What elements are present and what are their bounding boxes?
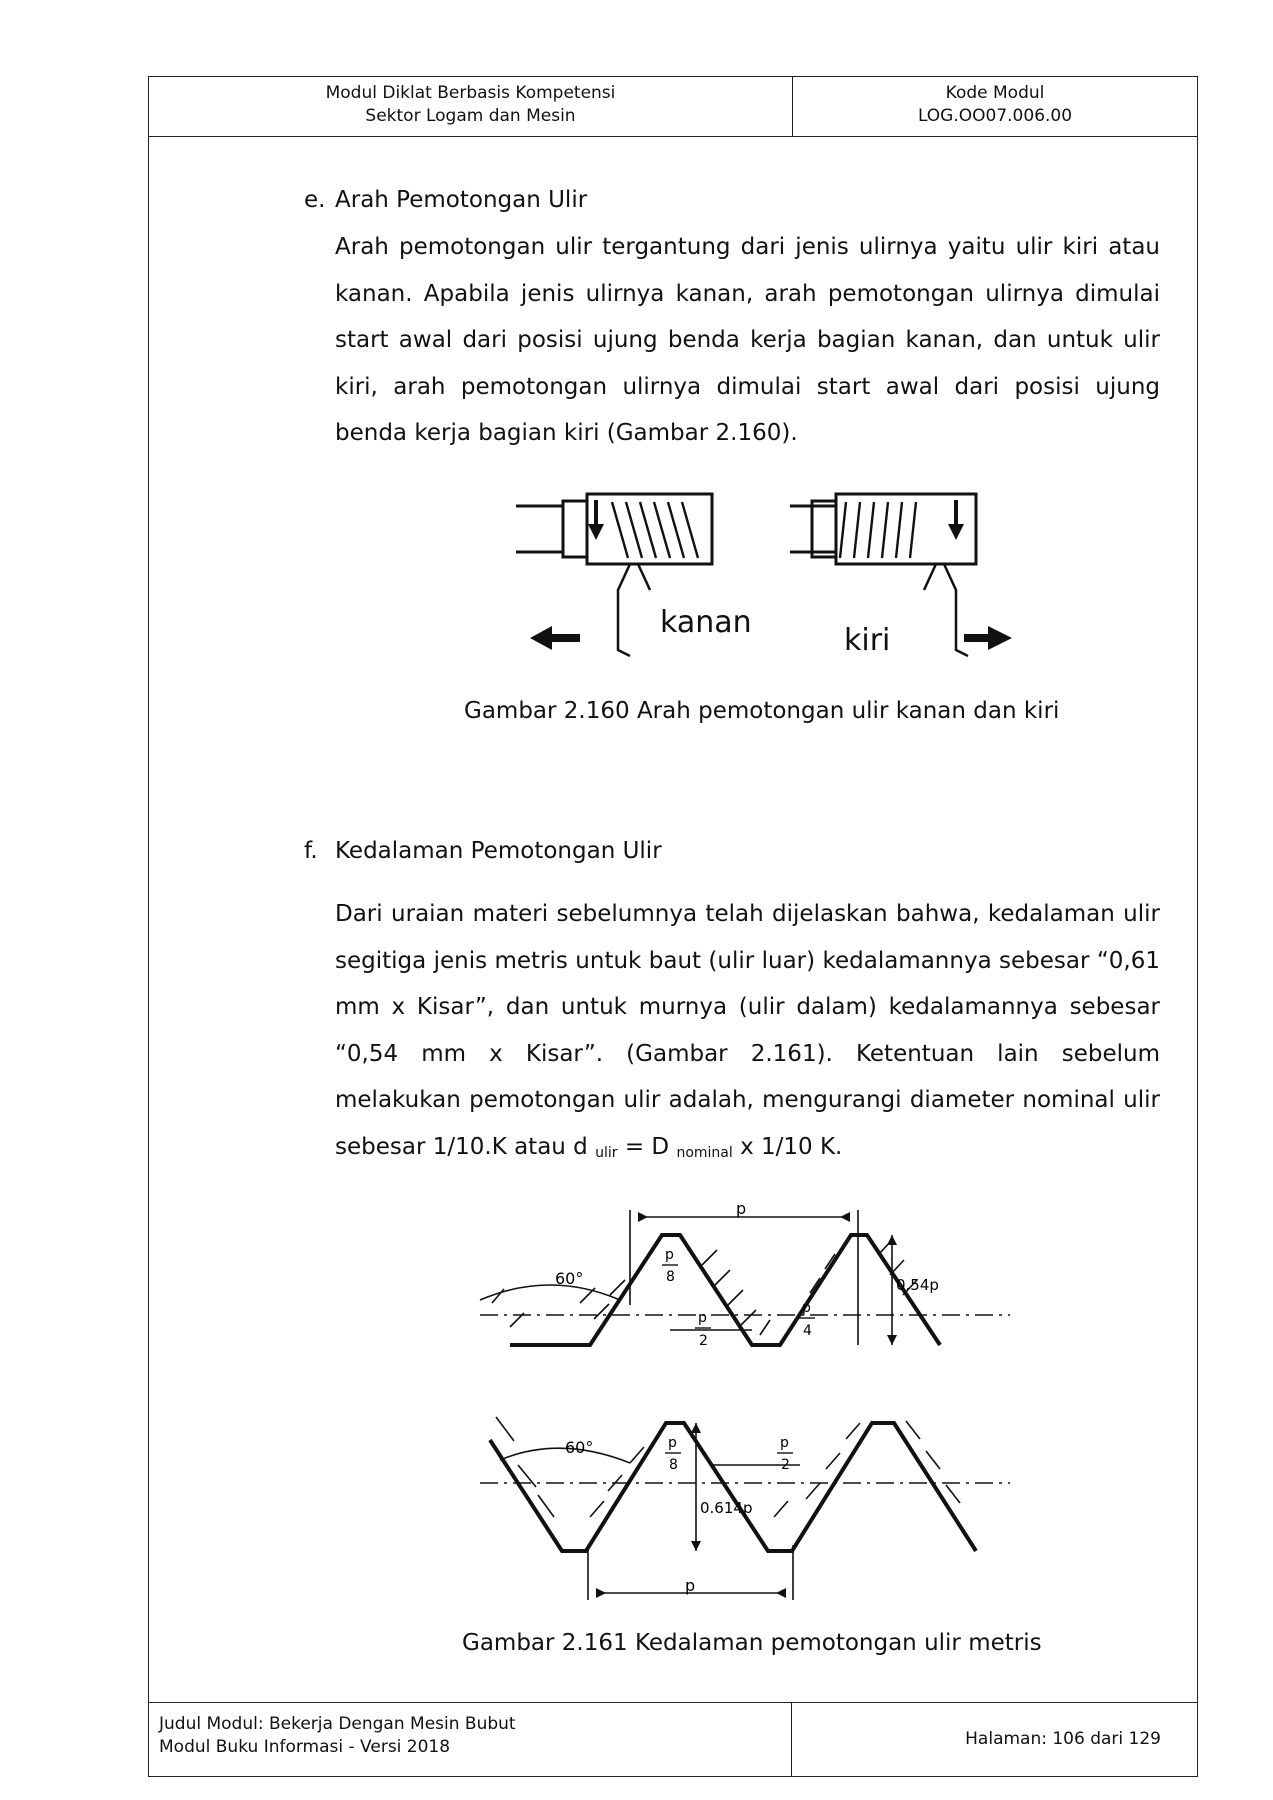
top-pitch-label: p — [736, 1199, 747, 1218]
section-f-body: Dari uraian materi sebelumnya telah dijelaskan bahwa, kedalaman ulir segitiga jenis metris untuk baut (ulir luar) kedalamannya sebesar “0,61 mm x Kisar”, dan untuk murnya (ulir dalam) kedalamannya sebesar “0,54 mm x Kisar”. (Gambar 2.161). Ketentuan lain sebelum melakukan pemotongan ulir adalah, mengurangi diameter nominal ulir sebesar — [335, 901, 1160, 1160]
bottom-pitch-label: p — [685, 1576, 696, 1595]
bottom-angle-label: 60° — [565, 1438, 594, 1457]
bottom-p8-denominator: 8 — [669, 1457, 678, 1473]
section-f-paragraph — [335, 891, 1160, 1176]
formula: 1/10.K atau d $_{ulir}$ = D $_{nominal}$ x 1/10 K. — [432, 1133, 843, 1161]
footer-module-title: Judul Modul: Bekerja Dengan Mesin Bubut — [159, 1714, 516, 1734]
section-e-heading — [304, 185, 587, 215]
header-module-code-cell — [793, 77, 1197, 136]
arrow-right-icon — [964, 626, 1012, 650]
right-shaft-step — [812, 501, 836, 557]
left-shaft-outline — [516, 506, 563, 552]
top-p8-denominator: 8 — [666, 1269, 675, 1285]
footer-page-number: Halaman: 106 dari 129 — [965, 1729, 1161, 1749]
left-cutting-tool — [618, 564, 650, 656]
top-p4-denominator: 4 — [803, 1323, 812, 1339]
header-sector: Sektor Logam dan Mesin — [365, 106, 576, 126]
left-shaft-step — [563, 501, 587, 557]
bottom-p2-denominator: 2 — [781, 1457, 790, 1473]
left-workpiece — [587, 494, 712, 564]
bottom-p2-numerator: p — [780, 1435, 789, 1451]
figure-2-160-caption: Gambar 2.160 Arah pemotongan ulir kanan dan kiri — [464, 698, 1060, 724]
top-p2-numerator: p — [698, 1310, 707, 1326]
right-thread-lines — [840, 502, 916, 558]
header-module-info — [149, 77, 793, 136]
left-thread-lines — [612, 502, 698, 558]
section-f-label: f. — [304, 838, 318, 864]
top-p4-numerator: p — [802, 1300, 811, 1316]
bottom-depth-label: 0.614p — [700, 1499, 753, 1517]
section-f-title: Kedalaman Pemotongan Ulir — [335, 838, 662, 864]
bottom-p8-numerator: p — [668, 1435, 677, 1451]
header-module-title: Modul Diklat Berbasis Kompetensi — [325, 83, 616, 103]
section-e-paragraph: Arah pemotongan ulir tergantung dari jenis ulirnya yaitu ulir kiri atau kanan. Apabila jenis ulirnya kanan, arah pemotongan ulirnya dimulai start awal dari posisi ujung benda kerja bagian kanan, dan untuk ulir kiri, arah pemotongan ulirnya dimulai start awal dari posisi ujung benda kerja bagian kiri (Gambar 2.160). — [335, 234, 1160, 446]
header-code-label: Kode Modul — [945, 83, 1045, 103]
top-p2-denominator: 2 — [699, 1333, 708, 1349]
section-e-title: Arah Pemotongan Ulir — [335, 187, 588, 213]
right-cutting-tool — [924, 564, 968, 656]
top-angle-label: 60° — [555, 1269, 584, 1288]
header-code-value: LOG.OO07.006.00 — [917, 106, 1073, 126]
label-kanan: kanan — [660, 605, 752, 640]
footer-module-info — [149, 1703, 792, 1776]
left-feed-arrow-icon — [588, 524, 604, 540]
top-p8-numerator: p — [665, 1247, 674, 1263]
page-footer — [149, 1702, 1197, 1776]
footer-version: Modul Buku Informasi - Versi 2018 — [159, 1737, 451, 1757]
label-kiri: kiri — [844, 623, 891, 658]
figure-2-161-caption: Gambar 2.161 Kedalaman pemotongan ulir metris — [462, 1630, 1042, 1656]
right-feed-arrow-icon — [948, 524, 964, 540]
page-header — [149, 77, 1197, 137]
figure-metric-thread-depth — [470, 1195, 1030, 1615]
top-thread-profile — [510, 1235, 940, 1345]
arrow-left-icon — [530, 626, 580, 650]
section-f-heading — [304, 836, 662, 866]
bottom-thread-profile — [490, 1423, 976, 1551]
top-depth-label: 0.54p — [896, 1276, 939, 1294]
figure-thread-direction — [500, 480, 1060, 680]
section-e-label: e. — [304, 187, 326, 213]
